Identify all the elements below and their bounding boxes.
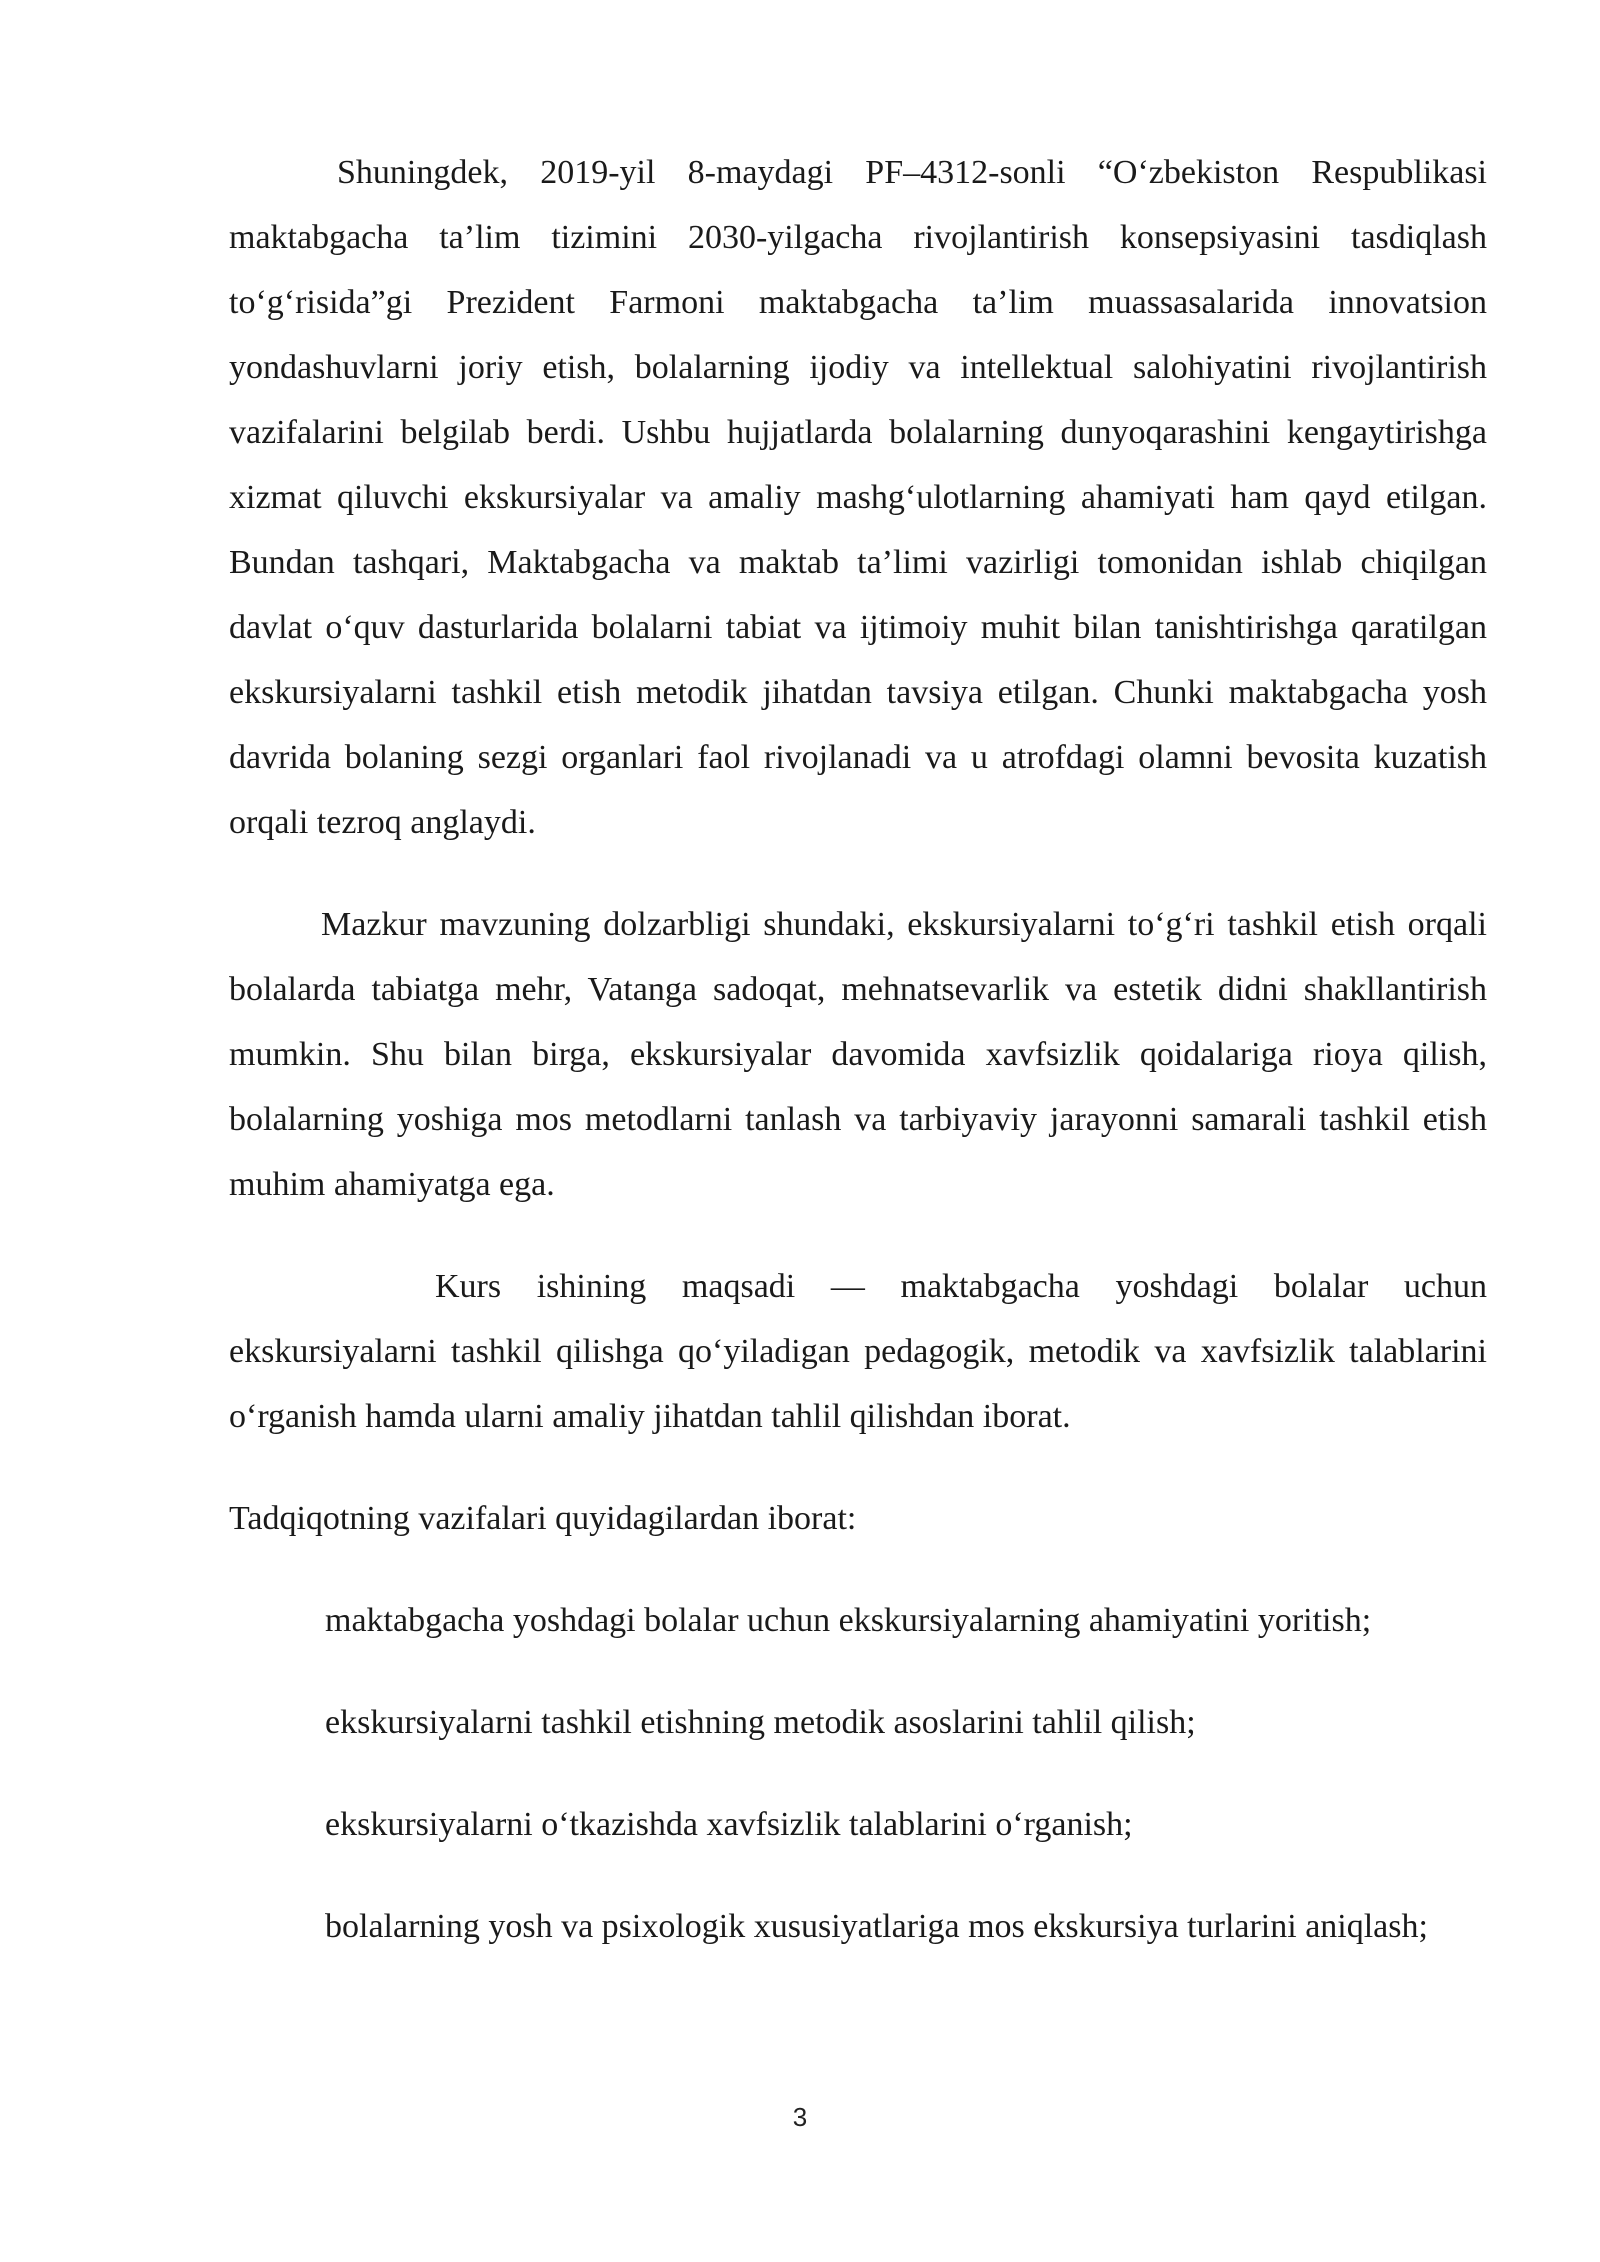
task-list xyxy=(229,1588,1487,1959)
page-body xyxy=(229,140,1487,1959)
page-number: 3 xyxy=(792,2102,808,2132)
paragraph-relevance: Mazkur mavzuning dolzarbligi shundaki, ekskursiyalarni to‘g‘ri tashkil etish orqali bolalarda tabiatga mehr, Vatanga sadoqat, mehnatsevarlik va estetik didni shakllantirish mumkin. Shu bilan birga, ekskursiyalar davomida xavfsizlik qoidalariga rioya qilish, bolalarning yoshiga mos metodlarni tanlash va tarbiyaviy jarayonni samarali tashkil etish muhim ahamiyatga ega. xyxy=(229,906,1487,1203)
list-item: ekskursiyalarni tashkil etishning metodik asoslarini tahlil qilish; xyxy=(325,1704,1196,1741)
list-item: bolalarning yosh va psixologik xususiyatlariga mos ekskursiya turlarini aniqlash; xyxy=(325,1908,1428,1945)
paragraph-tasks-intro: Tadqiqotning vazifalari quyidagilardan iborat: xyxy=(229,1500,857,1537)
list-item: maktabgacha yoshdagi bolalar uchun ekskursiyalarning ahamiyatini yoritish; xyxy=(325,1602,1372,1639)
paragraph-decree: Shuningdek, 2019-yil 8-maydagi PF–4312-sonli “O‘zbekiston Respublikasi maktabgacha ta’lim tizimini 2030-yilgacha rivojlantirish konsepsiyasini tasdiqlash to‘g‘risida”gi Prezident Farmoni maktabgacha ta’lim muassasalarida innovatsion yondashuvlarni joriy etish, bolalarning ijodiy va intellektual salohiyatini rivojlantirish vazifalarini belgilab berdi. Ushbu hujjatlarda bolalarning dunyoqarashini kengaytirishga xizmat qiluvchi ekskursiyalar va amaliy mashg‘ulotlarning ahamiyati ham qayd etilgan. Bundan tashqari, Maktabgacha va maktab ta’limi vazirligi tomonidan ishlab chiqilgan davlat o‘quv dasturlarida bolalarni tabiat va ijtimoiy muhit bilan tanishtirishga qaratilgan ekskursiyalarni tashkil etish metodik jihatdan tavsiya etilgan. Chunki maktabgacha yosh davrida bolaning sezgi organlari faol rivojlanadi va u atrofdagi olamni bevosita kuzatish orqali tezroq anglaydi. xyxy=(229,154,1487,841)
paragraph-goal: Kurs ishining maqsadi — maktabgacha yoshdagi bolalar uchun ekskursiyalarni tashkil qilishga qo‘yiladigan pedagogik, metodik va xavfsizlik talablarini o‘rganish hamda ularni amaliy jihatdan tahlil qilishdan iborat. xyxy=(229,1268,1487,1435)
list-item: ekskursiyalarni o‘tkazishda xavfsizlik talablarini o‘rganish; xyxy=(325,1806,1133,1843)
